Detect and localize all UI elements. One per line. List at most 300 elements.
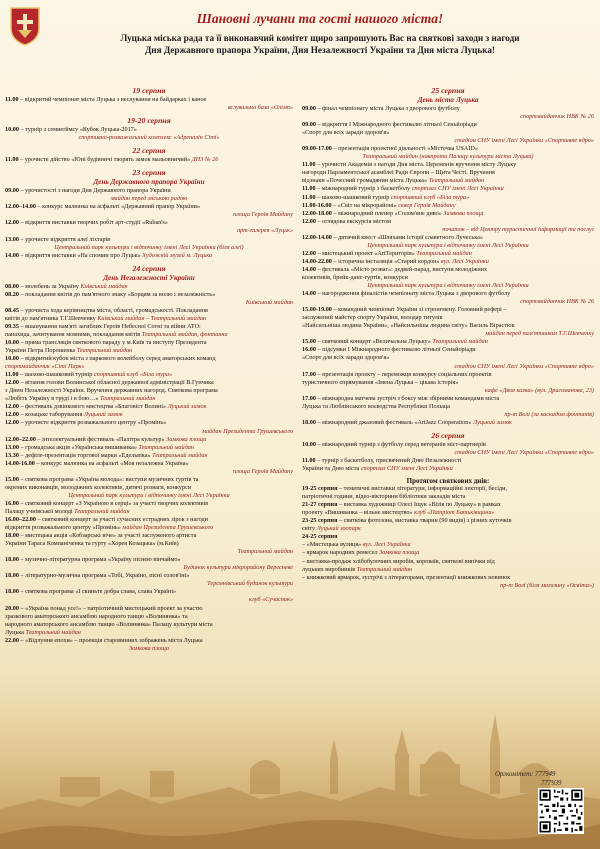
- phone-number-1: 777949: [534, 771, 556, 778]
- event-time: 18.00: [302, 418, 316, 426]
- event-description: з Днем Незалежності України. Вручення державних нагород. Святкова програма: [5, 387, 218, 395]
- event-description: – святковий концерт за участі сучасних естрадних зірок з нагоди: [35, 516, 208, 524]
- event-line: [302, 161, 594, 169]
- event-line: [302, 121, 594, 129]
- event-line: [302, 234, 594, 242]
- event-description: Палацу учнівської молоді: [5, 507, 73, 515]
- event-venue: початок – від Центру туристичної інформації та послуг: [442, 225, 594, 233]
- event-line: [302, 485, 594, 493]
- event-time: 15.00: [302, 338, 316, 346]
- event-line: [302, 250, 594, 258]
- event-time: 10.00: [5, 126, 19, 134]
- event-description: – святковий концерт «З Україною в серці» за участі творчих колективів: [18, 499, 209, 507]
- event-line: [302, 258, 594, 266]
- event-line: [302, 290, 594, 298]
- event-venue: Театральний майдан: [355, 565, 413, 573]
- event-time: 09.00: [302, 105, 316, 112]
- event-line: [302, 210, 594, 218]
- event-line: [302, 177, 594, 185]
- event-description: – відкритий кубок міста з паркового волейболу серед аматорських команд: [18, 355, 216, 363]
- event-line: [302, 322, 594, 330]
- event-description: – виставка-продаж хлібобулочних виробів, короваїв, святкові випічки від: [302, 557, 495, 565]
- event-line: [302, 266, 594, 274]
- event-venue: Театральний майдан, фонтанна: [140, 330, 228, 338]
- event-line: [5, 211, 293, 219]
- header: [48, 4, 592, 56]
- event-time: 11.00: [302, 161, 316, 169]
- event-description: окремих виконавців, молодіжних колективів, дитячі розваги, конкурси: [5, 483, 192, 491]
- event-line: [302, 419, 594, 427]
- event-line: [5, 355, 293, 363]
- event-venue: спортзал СНУ імені Лесі Українки: [359, 465, 453, 473]
- event-line: [302, 105, 594, 113]
- event-line: [302, 363, 594, 371]
- event-description: – літературно-музична програма «Тобі, Україно, пісні солов'їні»: [18, 572, 190, 580]
- event-line: [5, 227, 293, 235]
- event-time: 12.00–14.00: [5, 203, 36, 211]
- event-time: 11.00: [5, 156, 19, 164]
- event-venue: ДНЗ № 26: [190, 156, 219, 164]
- event-venue: спортзал СНУ імені Лесі Українки: [410, 185, 504, 193]
- event-venue: майдан перед пам'ятником Т.Г.Шевченку: [485, 330, 594, 338]
- event-venue: сквер Героїв Майдану: [396, 201, 456, 209]
- event-line: [302, 129, 594, 137]
- event-time: 23-25 серпня: [302, 517, 338, 525]
- event-venue: Театральний майдан: [427, 177, 485, 185]
- event-venue: спортмайданчик «Сіті Парк»: [5, 363, 85, 371]
- event-description: України Петра Порошенка: [5, 347, 76, 355]
- event-line: [302, 242, 594, 250]
- event-time: 18.00: [5, 572, 19, 580]
- event-description: зразкового аматорського ансамблю народного танцю «Волинянка» та: [5, 612, 188, 620]
- event-line: [302, 274, 594, 282]
- event-venue: вул. Лесі Українки: [361, 541, 411, 549]
- event-line: [5, 219, 293, 227]
- event-description: – відкритий чемпіонат міста Луцька з веслування на байдарках і каное: [18, 96, 207, 103]
- day-heading: 22 серпня: [132, 146, 166, 156]
- event-line: [302, 137, 594, 145]
- event-line: [302, 566, 594, 574]
- event-line: [5, 104, 293, 112]
- event-time: 10.00: [302, 440, 316, 448]
- event-description: – вшанування пам'яті загиблих Героїв Небесної Сотні та війни АТО:: [18, 322, 201, 330]
- event-venue: вул. Лесі Українки: [439, 257, 489, 265]
- event-line: [5, 126, 293, 134]
- event-time: 14.00: [302, 290, 316, 298]
- event-line: [5, 156, 293, 164]
- event-line: [5, 524, 293, 532]
- event-time: 18.00: [5, 556, 19, 564]
- event-line: [5, 411, 293, 419]
- event-line: [5, 588, 293, 596]
- event-venue: майдан Президента Грушевського: [202, 427, 293, 435]
- event-line: [302, 501, 594, 509]
- event-venue: стадіон СНУ імені Лесі Українки «Спортивне ядро»: [454, 362, 594, 370]
- schedule-left-column: [5, 82, 293, 653]
- event-description: – відкриття І Міжнародного фестивалю літньої Сеньйоріади: [315, 121, 477, 129]
- event-description: – історична інсталяція «Старий кордон»: [331, 257, 440, 265]
- event-description: проекту «Вишиванка – вільне мистецтво»: [302, 509, 413, 517]
- event-venue: клуб «Патріот Батьківщини»: [412, 509, 495, 517]
- event-description: нагороди Парламентської асамблеї Ради Європи – Щита Честі. Вручення: [302, 169, 495, 177]
- event-description: – «Відлуння епохи» – проекція старовинних зображень міста Луцька: [18, 636, 203, 644]
- event-line: [302, 202, 594, 210]
- event-line: [5, 556, 293, 564]
- event-time: 14.00: [5, 251, 19, 259]
- event-time: 16.00–22.00: [5, 516, 36, 524]
- event-venue: майдан Президента Грушевського: [120, 524, 214, 532]
- event-line: [5, 363, 293, 371]
- event-line: [5, 339, 293, 347]
- event-time: 09.00-17.00: [302, 145, 332, 153]
- event-description: України Тараса Компаніченка та гурту «Хорея Козацька» (м.Київ): [5, 540, 179, 548]
- event-description: – мистецька акція «Кобзарські віче» за участі заслуженого артиста: [18, 532, 197, 540]
- event-line: [302, 411, 594, 419]
- event-line: [302, 298, 594, 306]
- event-venue: Замкова площа: [441, 209, 484, 217]
- event-venue: Центральний парк культури і відпочинку імені Лесі Українки: [367, 282, 529, 290]
- event-description: квітів до пам'ятника Т.Г.Шевченку: [5, 314, 96, 322]
- event-time: 12.00: [302, 217, 316, 225]
- event-line: [5, 484, 293, 492]
- event-line: [302, 371, 594, 379]
- event-description: народного аматорського ансамблю танцю «Волинянка» Палацу культури міста: [5, 620, 213, 628]
- event-time: 11.00: [302, 193, 316, 201]
- event-time: 16.00: [302, 346, 316, 354]
- event-description: – урочисте відкриття розважального центру «Промінь»: [18, 419, 167, 427]
- event-description: – міжнародний турнір з баскетболу: [315, 185, 411, 193]
- event-time: 11.00-16.00: [302, 201, 332, 209]
- event-venue: Театральний майдан: [23, 628, 81, 636]
- event-line: [5, 436, 293, 444]
- holiday-heading: День міста Луцька: [417, 96, 479, 104]
- event-description: «Найсильніша людина України», «Найсильніша людина світу» Василь Вірастюк: [302, 322, 515, 330]
- event-line: [5, 244, 293, 252]
- event-time: 08.45: [5, 306, 19, 314]
- event-description: луцьких виробників: [302, 565, 356, 573]
- event-line: [5, 580, 293, 588]
- event-venue: Замкова площа: [377, 549, 420, 557]
- day-heading: 24 серпня: [132, 263, 166, 273]
- event-line: [302, 465, 594, 473]
- event-line: [5, 476, 293, 484]
- event-line: [5, 492, 293, 500]
- event-venue: спортивний клуб «Біла тура»: [92, 371, 173, 379]
- event-time: 12.00: [5, 403, 19, 411]
- event-time: 15.00-19.00: [302, 306, 332, 314]
- event-line: [302, 113, 594, 121]
- event-time: 08.00: [5, 282, 19, 290]
- city-crest-icon: [8, 6, 42, 46]
- event-description: – святкова програма «Україна молода»: виступи музичних гуртів та: [18, 475, 199, 483]
- event-line: [302, 185, 594, 193]
- event-description: панахида, зачитування мовними, покладання квітів: [5, 330, 141, 338]
- event-line: [5, 460, 293, 468]
- event-line: [5, 468, 293, 476]
- day-heading: 19 серпня: [132, 86, 166, 95]
- event-description: – святкова програма «І скиньте добра слава, слава Україні»: [18, 588, 177, 596]
- event-venue: Театральний майдан (навпроти Палацу культури міста Луцька): [362, 153, 534, 161]
- event-line: [302, 387, 594, 395]
- event-line: [302, 525, 594, 533]
- event-description: – фестиваль дзвінкового мистецтва «Благовіст Волині»: [18, 403, 167, 411]
- intro-line-1: Луцька міська рада та її виконавчий комітет щиро запрошують Вас на святкові заходи з нагоди: [120, 33, 520, 43]
- event-line: [302, 457, 594, 465]
- event-description: – фінал чемпіонату міста Луцька з дворового футболу: [315, 105, 460, 112]
- event-line: [302, 509, 594, 517]
- intro-line-2: Дня Державного прапора України, Дня Незалежності України та Дня міста Луцька!: [144, 45, 495, 55]
- event-time: 18.00: [5, 588, 19, 596]
- event-description: – мистецький проект «ArtТериторія»: [315, 249, 415, 257]
- event-description: – дитячий квест «Шляхами історії славетного Лучеська»: [331, 233, 483, 241]
- event-venue: Замкова площа: [164, 435, 207, 443]
- event-time: 22.00: [5, 636, 19, 644]
- event-line: [5, 645, 293, 653]
- event-line: [5, 500, 293, 508]
- event-description: колективів, брейк-данс-гуртів, конкурси: [302, 273, 408, 281]
- event-description: – «Світ на мікрорайоні»: [331, 201, 397, 209]
- event-venue: Театральний майдан: [150, 451, 208, 459]
- event-line: [5, 596, 293, 604]
- event-description: – нагородження фіналістів чемпіонату міста Луцька з дворового футболу: [315, 290, 511, 298]
- event-venue: Центральний парк культури і відпочинку імені Лесі Українки: [367, 241, 529, 249]
- event-description: – презентація проектної діяльності «Містечка USAID»: [331, 145, 478, 153]
- event-time: 12.00–22.00: [5, 435, 36, 443]
- event-time: 11.00: [302, 185, 316, 193]
- event-description: – вітання голови Волинської обласної державної адміністрації В.Гунчика: [18, 379, 214, 387]
- event-time: 15.00: [5, 475, 19, 483]
- event-time: 16.00: [5, 499, 19, 507]
- event-line: [302, 153, 594, 161]
- event-line: [302, 558, 594, 566]
- event-description: – відкриття виставки «На спомин про Луцьк»: [18, 251, 141, 259]
- event-time: 09.00: [5, 187, 19, 195]
- event-description: – «Мистецька вулиця»: [302, 541, 362, 549]
- event-description: – міжнародний пленер «Солом'яне диво»: [331, 209, 442, 217]
- event-time: 09.00: [302, 121, 316, 129]
- event-time: 12.00-18.00: [302, 209, 332, 217]
- event-venue: Театральний майдан: [414, 249, 472, 257]
- event-description: – оглядова екскурсія містом: [315, 217, 391, 225]
- event-line: [5, 134, 293, 142]
- event-line: [5, 195, 293, 203]
- event-time: 12.00: [5, 219, 19, 227]
- event-venue: площа Героїв Майдану: [233, 467, 293, 475]
- event-description: – святкова фотозона, виставка тварин (90 видів) з різних куточків: [337, 517, 512, 525]
- event-description: «Спорт для всіх заради здоров'я»: [302, 354, 390, 362]
- event-time: 13.30: [5, 451, 19, 459]
- day-heading: 23 серпня: [132, 168, 166, 178]
- event-description: – шахово-шашковий турнір: [315, 193, 390, 201]
- event-line: [302, 582, 594, 590]
- event-description: Луцька та Люблінського воєводства Республіки Польща: [302, 402, 450, 410]
- event-description: «Любіть Україну в труді і в бою…»: [5, 395, 99, 403]
- event-venue: Театральний майдан: [75, 347, 133, 355]
- event-venue: пр-т Волі (за каскадом фонтанів): [504, 410, 594, 418]
- event-description: – громадська акція «Українська вишиванка»: [18, 443, 137, 451]
- event-description: – урочистості з нагоди Дня Державного прапора України: [18, 187, 171, 195]
- event-line: [5, 621, 293, 629]
- event-description: патріотичні години, відео-вікторини бібліотеки закладів міста: [302, 493, 466, 501]
- event-time: 09.35: [5, 322, 19, 330]
- event-line: [5, 283, 293, 291]
- event-line: [5, 532, 293, 540]
- event-time: 14.00-22.00: [302, 257, 332, 265]
- holiday-heading: День Незалежності України: [103, 273, 195, 282]
- event-line: [302, 395, 594, 403]
- event-description: – конкурс малюнка на асфальті «Моя незалежна Україна»: [34, 459, 189, 467]
- event-description: – урочисте дійство «Юні будівничі творять замок мальовничий»: [18, 156, 191, 164]
- event-venue: Київський майдан – Театральний майдан: [95, 314, 207, 322]
- event-line: [5, 508, 293, 516]
- event-venue: Театральний майдан: [237, 548, 293, 556]
- event-description: – фестиваль «Місто розваг»: дедвей-парад, виступи молодіжних: [315, 265, 488, 273]
- event-time: 14.00: [302, 265, 316, 273]
- event-line: [302, 338, 594, 346]
- event-description: – турнір з семиеґймсу «Кубок Луцька-2017»: [18, 126, 137, 134]
- event-time: 12.00: [5, 419, 19, 427]
- event-venue: Луцький замок: [471, 418, 512, 426]
- event-line: [5, 203, 293, 211]
- event-line: [5, 395, 293, 403]
- event-line: [302, 441, 594, 449]
- event-line: [5, 236, 293, 244]
- qr-code[interactable]: [538, 788, 584, 834]
- city-skyline-image: [0, 659, 600, 849]
- event-line: [5, 379, 293, 387]
- event-venue: арт-галерея «Луцьк»: [237, 227, 293, 235]
- event-description: – святковий концерт «Величальна Луцьку»: [315, 338, 431, 346]
- event-venue: стадіон СНУ імені Лесі Українки «Спортивне ядро»: [454, 448, 594, 456]
- event-line: [302, 533, 594, 541]
- event-description: – командний чемпіонат України зі стронгмену. Головний рефері –: [331, 306, 507, 314]
- event-description: – козацьке таборування: [18, 411, 83, 419]
- event-description: – підсумки І Міжнародного фестивалю літньої Сеньйоріади: [315, 346, 476, 354]
- event-venue: Замкова площа: [128, 644, 170, 652]
- event-venue: спортивно-розважальний комплекс «Адреналін Сіті»: [78, 134, 220, 142]
- event-venue: Теремнівський будинок культури: [207, 580, 293, 588]
- event-time: 12.00-14.00: [302, 233, 332, 241]
- event-line: [5, 564, 293, 572]
- event-description: – міжнародний джазовий фестиваль «ArtJazz Cooperation»: [315, 418, 472, 426]
- event-line: [5, 572, 293, 580]
- event-line: [5, 403, 293, 411]
- event-line: [302, 403, 594, 411]
- event-venue: Театральний майдан: [98, 395, 156, 403]
- phone-label: Оргкомітет:: [495, 771, 534, 778]
- day-heading: 26 серпня: [431, 430, 465, 440]
- event-time: 17.00: [302, 394, 316, 402]
- event-time: 11.00: [302, 456, 316, 464]
- event-line: [5, 387, 293, 395]
- event-time: 20.00: [5, 604, 19, 612]
- event-line: [5, 252, 293, 260]
- event-time: 17.00: [302, 370, 316, 378]
- event-line: [302, 354, 594, 362]
- event-time: 08.20: [5, 290, 19, 298]
- event-venue: стадіон СНУ імені Лесі Українки «Спортивне ядро»: [454, 137, 594, 145]
- event-venue: Київський майдан: [245, 298, 293, 306]
- event-description: – тематичні виставки літератури, інформаційні лекторії, бесіди,: [337, 485, 507, 493]
- event-line: [302, 549, 594, 557]
- event-line: [302, 541, 594, 549]
- event-line: [5, 315, 293, 323]
- event-line: [5, 637, 293, 645]
- event-description: відкриття розважального центру «Промінь»: [5, 524, 121, 532]
- section-heading: Протягом святкових днів:: [406, 477, 490, 486]
- event-description: України та Дню міста: [302, 465, 360, 473]
- event-description: – урочиста хода керівництва міста, області, громадськості. Покладання: [18, 306, 208, 314]
- event-description: – відкриття виставки творчих робіт арт-студії «Ruban's»: [18, 219, 168, 227]
- event-line: [302, 346, 594, 354]
- event-time: 13.00: [5, 443, 19, 451]
- event-line: [5, 187, 293, 195]
- event-venue: вслувальна база «Олімп»: [227, 104, 293, 112]
- event-description: – дефіле-презентація торгової марки «Едельвіка»: [18, 451, 151, 459]
- event-description: – урочисти Академія з нагоди Дня міста. Церемонія вручення місту Луцьку: [315, 161, 517, 169]
- event-line: [5, 331, 293, 339]
- event-line: [5, 605, 293, 613]
- event-time: 10.00: [5, 338, 19, 346]
- event-time: 21-27 серпня: [302, 501, 338, 509]
- event-venue: Театральний майдан: [430, 338, 488, 346]
- organizing-committee-phones: [495, 770, 561, 788]
- event-description: – музично-літературна програма «Україну піснею вінчаймо»: [18, 556, 181, 564]
- event-time: 19-25 серпня: [302, 485, 338, 493]
- event-line: [5, 548, 293, 556]
- event-venue: клуб «Сучасник»: [249, 596, 293, 604]
- event-venue: Центральний парк культури і відпочинку імені Лесі Українки: [68, 491, 230, 499]
- event-venue: кафе «Двоя казка» (вул. Драгоманова, 23): [484, 386, 594, 394]
- event-description: – молебень за Україну: [18, 282, 79, 290]
- event-line: [302, 517, 594, 525]
- event-venue: площа Героїв Майдану: [233, 211, 293, 219]
- event-line: [5, 629, 293, 637]
- event-line: [302, 574, 594, 582]
- event-description: – ярмарок народних ремесел: [302, 549, 378, 557]
- event-time: 10.00: [5, 355, 19, 363]
- event-line: [5, 323, 293, 331]
- event-line: [302, 493, 594, 501]
- event-line: [5, 347, 293, 355]
- event-venue: Київський майдан: [78, 282, 128, 290]
- event-line: [302, 449, 594, 457]
- event-time: 18.00: [5, 532, 19, 540]
- event-line: [5, 428, 293, 436]
- event-description: – міжнародна матчева зустріч з боксу між збірними командами міста: [315, 394, 500, 402]
- event-venue: Театральний майдан: [72, 507, 130, 515]
- event-line: [302, 330, 594, 338]
- event-time: 14.00-16.00: [5, 459, 35, 467]
- event-description: відзнаки «Почесний громадянин міста Луцька»: [302, 177, 428, 185]
- event-description: – інтелектуальний фестиваль «Палітра культур»: [35, 435, 165, 443]
- event-line: [302, 194, 594, 202]
- event-line: [5, 419, 293, 427]
- day-heading: 19-20 серпня: [127, 116, 171, 126]
- phone-number-2: 777939: [541, 780, 562, 787]
- event-venue: Будинок культури мікрорайону Вересневе: [183, 564, 293, 572]
- event-line: [5, 307, 293, 315]
- event-description: – «Україна понад усе!» – патріотичний мистецький проект за участю: [18, 604, 203, 612]
- event-time: 11.00: [5, 96, 19, 103]
- event-line: [5, 299, 293, 307]
- event-description: «Спорт для всіх заради здоров'я»: [302, 129, 390, 137]
- event-description: – презентація проекту – переможця конкурсу соціальних проектів: [315, 370, 492, 378]
- event-venue: спортмайданчик НВК № 26: [520, 113, 594, 121]
- event-description: світу: [302, 525, 316, 533]
- event-line: [5, 452, 293, 460]
- event-time: 12.00: [5, 411, 19, 419]
